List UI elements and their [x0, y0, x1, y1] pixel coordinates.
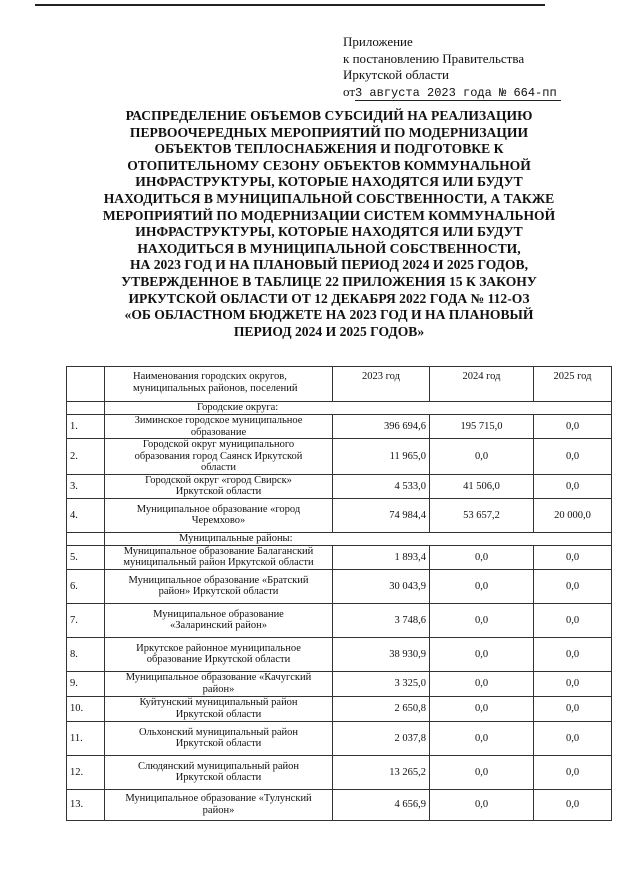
row-value-2024: 41 506,0	[430, 474, 534, 498]
row-name	[105, 789, 333, 820]
annex-date-line	[343, 84, 561, 102]
row-value-2024: 0,0	[430, 696, 534, 721]
row-value-2024: 0,0	[430, 439, 534, 475]
row-number: 7.	[67, 603, 105, 637]
title-line: ПЕРВООЧЕРЕДНЫХ МЕРОПРИЯТИЙ ПО МОДЕРНИЗАЦИИ	[129, 124, 529, 140]
row-value-2024: 0,0	[430, 637, 534, 671]
header-number	[67, 367, 105, 402]
row-name-line: Иркутское районное муниципальное	[136, 642, 301, 654]
annex-line-3: Иркутской области	[343, 67, 449, 82]
row-value-2025: 20 000,0	[534, 498, 612, 532]
row-name-line: Муниципальное образование Балаганский	[123, 545, 314, 557]
row-name-line: Иркутской области	[175, 738, 262, 749]
row-value-2025: 0,0	[534, 439, 612, 475]
row-name-line: район»	[202, 804, 235, 816]
row-number: 11.	[67, 721, 105, 755]
row-value-2024: 0,0	[430, 603, 534, 637]
row-value-2025: 0,0	[534, 637, 612, 671]
row-value-2024: 0,0	[430, 755, 534, 789]
row-name	[105, 637, 333, 671]
row-name-line: Зиминское городское муниципальное	[134, 415, 303, 426]
row-value-2025: 0,0	[534, 671, 612, 696]
row-name-line: Городской округ муниципального	[142, 439, 295, 450]
row-value-2024: 0,0	[430, 569, 534, 603]
row-value-2025: 0,0	[534, 569, 612, 603]
row-name-line: Городской округ «город Свирск»	[145, 474, 292, 486]
title-line: МЕРОПРИЯТИЙ ПО МОДЕРНИЗАЦИИ СИСТЕМ КОММУНАЛЬНОЙ	[102, 207, 556, 223]
header-name-line-1: Наименования городских округов,	[133, 371, 287, 382]
row-name-line: Черемхово»	[191, 515, 246, 526]
row-name-line: Муниципальное образование	[153, 608, 284, 620]
row-number: 2.	[67, 439, 105, 475]
row-name	[105, 545, 333, 569]
row-value-2025: 0,0	[534, 721, 612, 755]
section-number-cell	[67, 532, 105, 545]
title-line: ИНФРАСТРУКТУРЫ, КОТОРЫЕ НАХОДЯТСЯ ИЛИ БУДУТ	[135, 224, 523, 240]
row-value-2023: 4 656,9	[333, 789, 430, 820]
annex-date-value: 3 августа 2023 года № 664-пп	[355, 86, 561, 101]
title-line: НАХОДИТЬСЯ В МУНИЦИПАЛЬНОЙ СОБСТВЕННОСТИ,	[137, 240, 521, 256]
row-name-line: области	[200, 462, 237, 473]
row-name	[105, 415, 333, 439]
row-name-line: образование	[190, 426, 247, 438]
row-name-line: муниципальный район Иркутской области	[123, 557, 314, 568]
row-value-2025: 0,0	[534, 415, 612, 439]
table-row	[67, 439, 612, 475]
table-row	[67, 603, 612, 637]
row-name-line: район» Иркутской области	[158, 586, 279, 597]
row-name	[105, 474, 333, 498]
row-name	[105, 671, 333, 696]
row-value-2025: 0,0	[534, 603, 612, 637]
row-number: 1.	[67, 415, 105, 439]
annex-line-2: к постановлению Правительства	[343, 50, 525, 66]
document-title	[80, 108, 578, 340]
row-value-2023: 3 325,0	[333, 671, 430, 696]
row-number: 3.	[67, 474, 105, 498]
table-row	[67, 415, 612, 439]
row-value-2024: 53 657,2	[430, 498, 534, 532]
row-name	[105, 721, 333, 755]
row-name-line: «Заларинский район»	[170, 620, 267, 631]
row-value-2023: 11 965,0	[333, 439, 430, 475]
title-line: РАСПРЕДЕЛЕНИЕ ОБЪЕМОВ СУБСИДИЙ НА РЕАЛИЗАЦИЮ	[125, 108, 533, 123]
row-name	[105, 569, 333, 603]
row-number: 12.	[67, 755, 105, 789]
row-name-line: Муниципальное образование «Качугский	[125, 672, 312, 683]
table-row	[67, 755, 612, 789]
row-value-2025: 0,0	[534, 789, 612, 820]
row-name-line: образование Иркутской области	[146, 654, 291, 665]
row-name-line: образования город Саянск Иркутской	[134, 450, 303, 462]
row-value-2025: 0,0	[534, 545, 612, 569]
row-name-line: Иркутской области	[175, 486, 262, 497]
row-number: 10.	[67, 696, 105, 721]
row-value-2025: 0,0	[534, 474, 612, 498]
table-row	[67, 721, 612, 755]
row-number: 9.	[67, 671, 105, 696]
row-name	[105, 439, 333, 475]
section-label: Муниципальные районы:	[105, 532, 612, 545]
table-row	[67, 671, 612, 696]
top-rule	[35, 4, 545, 6]
title-line: НАХОДИТЬСЯ В МУНИЦИПАЛЬНОЙ СОБСТВЕННОСТИ, А ТАКЖЕ	[103, 190, 555, 206]
row-name-line: Иркутской области	[175, 772, 262, 783]
row-value-2023: 74 984,4	[333, 498, 430, 532]
title-line: ИНФРАСТРУКТУРЫ, КОТОРЫЕ НАХОДЯТСЯ ИЛИ БУДУТ	[135, 174, 523, 190]
header-name-line-2: муниципальных районов, поселений	[133, 383, 298, 394]
header-2023: 2023 год	[333, 367, 430, 402]
row-number: 8.	[67, 637, 105, 671]
title-line: ОТОПИТЕЛЬНОМУ СЕЗОНУ ОБЪЕКТОВ КОММУНАЛЬНОЙ	[127, 157, 531, 173]
annex-block	[343, 34, 561, 101]
row-name-line: Слюдянский муниципальный район	[137, 760, 300, 772]
row-value-2023: 1 893,4	[333, 545, 430, 569]
table-row	[67, 637, 612, 671]
title-line: НА 2023 ГОД И НА ПЛАНОВЫЙ ПЕРИОД 2024 И 2025 ГОДОВ,	[129, 257, 529, 273]
row-name-line: Куйтунский муниципальный район	[139, 697, 298, 708]
title-line: ПЕРИОД 2024 И 2025 ГОДОВ»	[233, 323, 425, 339]
row-value-2023: 13 265,2	[333, 755, 430, 789]
row-value-2023: 4 533,0	[333, 474, 430, 498]
row-name-line: Муниципальное образование «Тулунский	[125, 793, 312, 804]
row-value-2024: 0,0	[430, 545, 534, 569]
row-value-2024: 0,0	[430, 721, 534, 755]
section-row-cities	[67, 402, 612, 415]
row-name	[105, 498, 333, 532]
section-number-cell	[67, 402, 105, 415]
section-label: Городские округа:	[105, 402, 612, 415]
row-value-2023: 2 650,8	[333, 696, 430, 721]
row-value-2023: 2 037,8	[333, 721, 430, 755]
row-name-line: район»	[202, 683, 235, 695]
row-name-line: Ольхонский муниципальный район	[138, 726, 299, 738]
row-value-2025: 0,0	[534, 755, 612, 789]
row-name-line: Иркутской области	[175, 708, 262, 720]
row-number: 13.	[67, 789, 105, 820]
table-row	[67, 789, 612, 820]
row-name	[105, 755, 333, 789]
table-row	[67, 498, 612, 532]
table-header-row	[67, 367, 612, 402]
row-value-2023: 396 694,6	[333, 415, 430, 439]
title-line: ОБЪЕКТОВ ТЕПЛОСНАБЖЕНИЯ И ПОДГОТОВКЕ К	[154, 141, 504, 157]
row-value-2023: 30 043,9	[333, 569, 430, 603]
table-row	[67, 545, 612, 569]
row-value-2023: 38 930,9	[333, 637, 430, 671]
table-row	[67, 474, 612, 498]
table-row	[67, 696, 612, 721]
row-value-2023: 3 748,6	[333, 603, 430, 637]
section-row-districts	[67, 532, 612, 545]
row-name	[105, 603, 333, 637]
row-value-2024: 195 715,0	[430, 415, 534, 439]
row-number: 5.	[67, 545, 105, 569]
row-value-2024: 0,0	[430, 671, 534, 696]
header-2025: 2025 год	[534, 367, 612, 402]
annex-line-1: Приложение	[343, 34, 413, 49]
row-value-2025: 0,0	[534, 696, 612, 721]
header-2024: 2024 год	[430, 367, 534, 402]
row-name-line: Муниципальное образование «город	[136, 503, 301, 515]
annex-date-prefix: от	[343, 83, 356, 99]
row-number: 6.	[67, 569, 105, 603]
row-number: 4.	[67, 498, 105, 532]
row-value-2024: 0,0	[430, 789, 534, 820]
subsidy-table	[66, 366, 612, 821]
row-name-line: Муниципальное образование «Братский	[128, 574, 309, 586]
row-name	[105, 696, 333, 721]
title-line: УТВЕРЖДЕННОЕ В ТАБЛИЦЕ 22 ПРИЛОЖЕНИЯ 15 К ЗАКОНУ	[121, 273, 537, 289]
table-row	[67, 569, 612, 603]
title-line: «ОБ ОБЛАСТНОМ БЮДЖЕТЕ НА 2023 ГОД И НА ПЛАНОВЫЙ	[124, 307, 534, 323]
header-name	[105, 367, 333, 402]
title-line: ИРКУТСКОЙ ОБЛАСТИ ОТ 12 ДЕКАБРЯ 2022 ГОДА № 112-ОЗ	[128, 290, 530, 306]
